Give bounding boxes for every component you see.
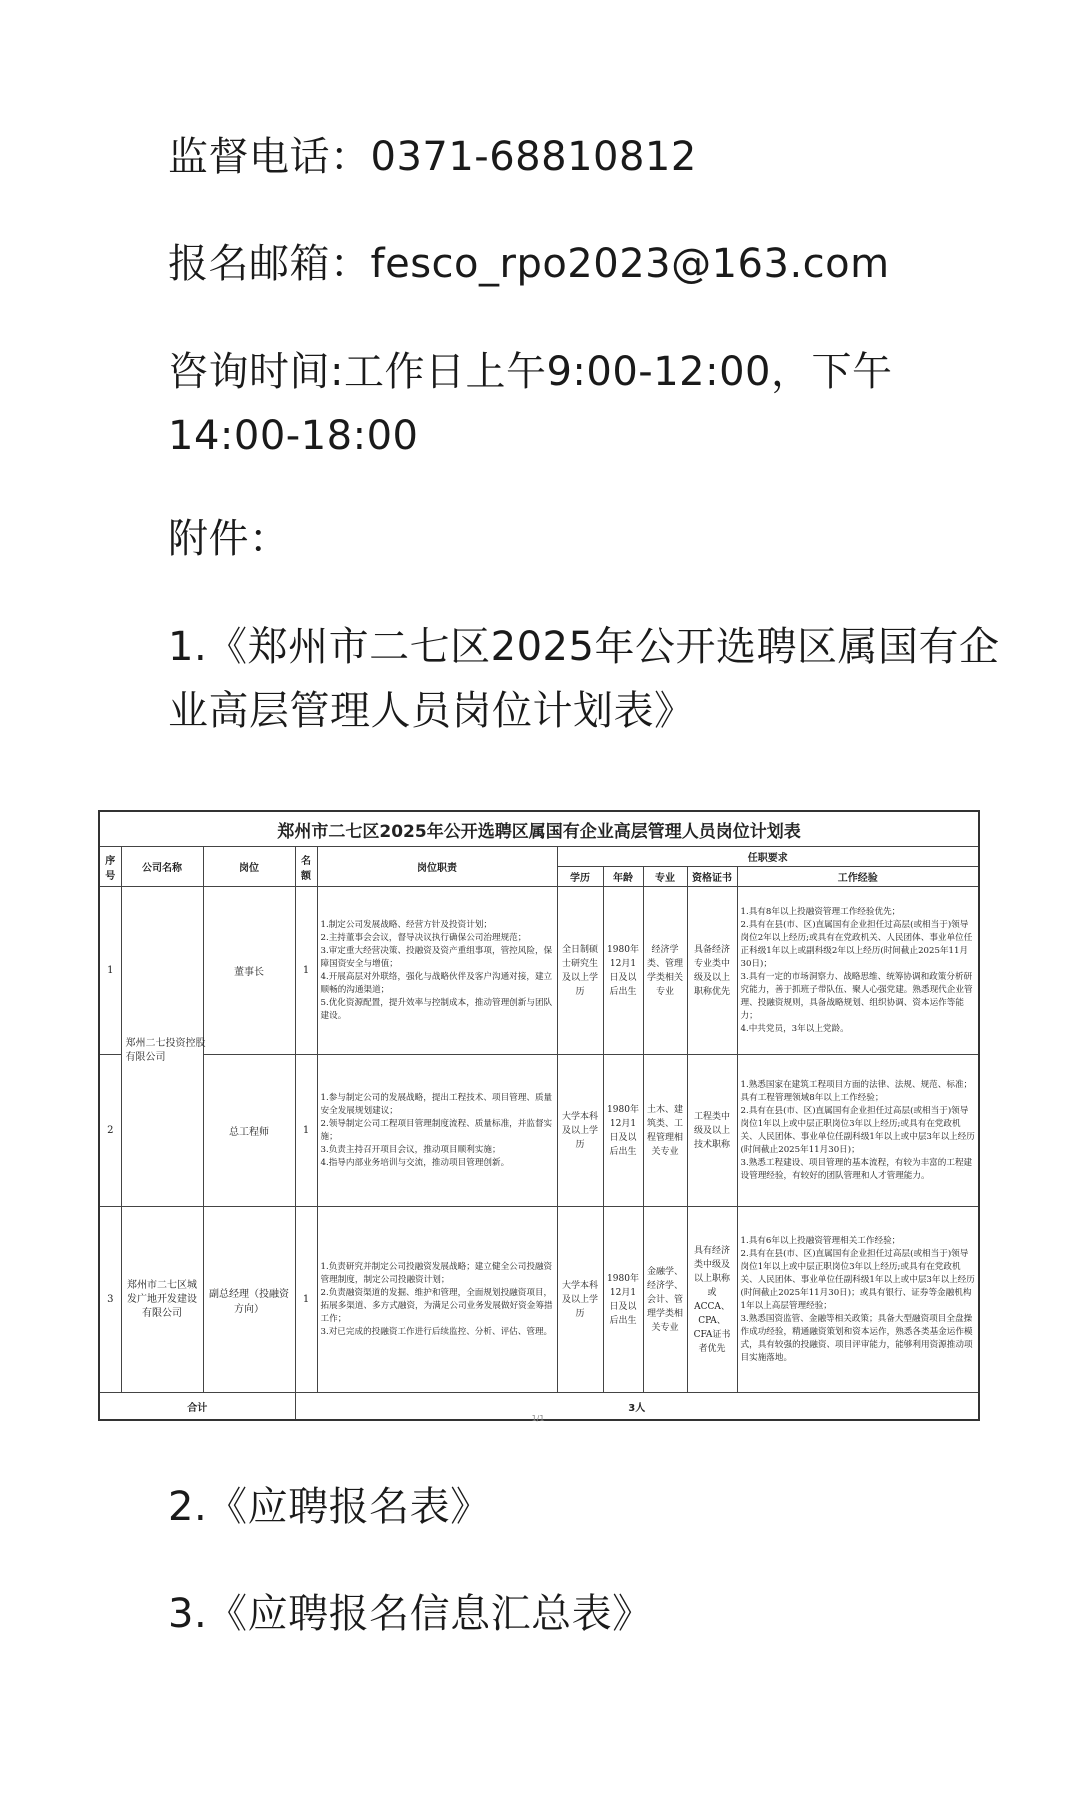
header-major: 专业 <box>643 867 687 887</box>
header-age: 年龄 <box>603 867 643 887</box>
position-count: 1 <box>295 887 317 1055</box>
total-label: 合计 <box>99 1393 295 1421</box>
header-duty: 岗位职责 <box>317 847 557 887</box>
position-name: 副总经理（投融资方向） <box>203 1207 295 1393</box>
header-no: 序号 <box>99 847 121 887</box>
major-text: 金融学、经济学、会计、管理学类相关专业 <box>643 1207 687 1393</box>
supervision-phone-line: 监督电话：0371-68810812 <box>168 134 697 180</box>
total-value: 3人 <box>295 1393 979 1421</box>
header-count: 名额 <box>295 847 317 887</box>
position-count: 1 <box>295 1055 317 1207</box>
table-row <box>99 887 979 1055</box>
education-text: 大学本科及以上学历 <box>557 1055 603 1207</box>
education-text: 全日制硕士研究生及以上学历 <box>557 887 603 1055</box>
position-plan-table <box>98 810 980 1421</box>
position-plan-table-image <box>98 810 978 1430</box>
age-text: 1980年12月1日及以后出生 <box>603 1207 643 1393</box>
company-name: 郑州二七投资控股有限公司 <box>125 1038 206 1063</box>
attachment-item-3: 3.《应聘报名信息汇总表》 <box>168 1591 653 1637</box>
header-company: 公司名称 <box>121 847 203 887</box>
age-text: 1980年12月1日及以后出生 <box>603 887 643 1055</box>
major-text: 土木、建筑类、工程管理相关专业 <box>643 1055 687 1207</box>
attachments-label: 附件： <box>168 516 290 562</box>
table-row <box>99 1207 979 1393</box>
education-text: 大学本科及以上学历 <box>557 1207 603 1393</box>
header-position: 岗位 <box>203 847 295 887</box>
table-page-number: 1/1 <box>531 1414 545 1423</box>
header-education: 学历 <box>557 867 603 887</box>
row-no: 1 <box>99 887 121 1055</box>
experience-text: 1.具有6年以上投融资管理相关工作经验； 2.具有在县(市、区)直属国有企业担任过高层(或相当于)领导岗位1年以上或中层正职岗位3年以上经历;或具有在党政机关、人民团体、事业单位任副科级1年以上或中层3年以上经历(时间截止2025年11月30日)；或具有银行、证券等金融机构1年以上高层管理经验； 3.熟悉国资监管、金融等相关政策；具备大型融资项目全盘操作成功经验，精通融资策划和资本运作，熟悉各类基金运作模式，具有较强的投融资、项目评审能力，能够利用资源推动项目实施落地。 <box>737 1207 979 1393</box>
header-cert: 资格证书 <box>687 867 737 887</box>
table-row <box>99 1055 979 1207</box>
position-name: 董事长 <box>203 887 295 1055</box>
header-requirements: 任职要求 <box>557 847 979 867</box>
duty-text: 1.制定公司发展战略、经营方针及投资计划； 2.主持董事会会议，督导决议执行确保公司治理规范； 3.审定重大经营决策、投融资及资产重组事项，管控风险，保障国资安全与增值； 4.开展高层对外联络，强化与战略伙伴及客户沟通对接，建立顺畅的沟通渠道； 5.优化资源配置，提升效率与控制成本，推动管理创新与团队建设。 <box>317 887 557 1055</box>
consult-hours-line: 咨询时间:工作日上午9:00-12:00，下午14:00-18:00 <box>168 349 893 459</box>
attachment-item-2: 2.《应聘报名表》 <box>168 1484 491 1530</box>
row-no: 3 <box>99 1207 121 1393</box>
table-title: 郑州市二七区2025年公开选聘区属国有企业高层管理人员岗位计划表 <box>99 811 979 847</box>
row-no: 2 <box>99 1055 121 1207</box>
attachment-item-1: 1.《郑州市二七区2025年公开选聘区属国有企业高层管理人员岗位计划表》 <box>168 624 1000 734</box>
position-count: 1 <box>295 1207 317 1393</box>
cert-text: 具有经济类中级及以上职称或ACCA、CPA、CFA证书者优先 <box>687 1207 737 1393</box>
major-text: 经济学类、管理学类相关专业 <box>643 887 687 1055</box>
experience-text: 1.熟悉国家在建筑工程项目方面的法律、法规、规范、标准；具有工程管理领域8年以上工作经验； 2.具有在县(市、区)直属国有企业担任过高层(或相当于)领导岗位1年以上或中层正职岗位3年以上经历;或具有在党政机关、人民团体、事业单位任副科级1年以上或中层3年以上经历(时间截止2025年11月30日)； 3.熟悉工程建设、项目管理的基本流程，有较为丰富的工程建设管理经验，有较好的团队管理和人才管理能力。 <box>737 1055 979 1207</box>
header-experience: 工作经验 <box>737 867 979 887</box>
position-name: 总工程师 <box>203 1055 295 1207</box>
duty-text: 1.参与制定公司的发展战略，提出工程技术、项目管理、质量安全发展规划建议； 2.领导制定公司工程项目管理制度流程、质量标准，并监督实施； 3.负责主持召开项目会议，推动项目顺利实施； 4.指导内部业务培训与交流，推动项目管理创新。 <box>317 1055 557 1207</box>
company-name: 郑州市二七区城发广地开发建设有限公司 <box>121 1207 203 1393</box>
company-cell-merged <box>121 887 206 1207</box>
cert-text: 具备经济专业类中级及以上职称优先 <box>687 887 737 1055</box>
signup-email-line: 报名邮箱：fesco_rpo2023@163.com <box>168 241 890 287</box>
age-text: 1980年12月1日及以后出生 <box>603 1055 643 1207</box>
cert-text: 工程类中级及以上技术职称 <box>687 1055 737 1207</box>
duty-text: 1.负责研究并制定公司投融资发展战略；建立健全公司投融资管理制度，制定公司投融资计划； 2.负责融资渠道的发掘、维护和管理，全面规划投融资项目，拓展多渠道、多方式融资，为满足公司业务发展做好资金筹措工作； 3.对已完成的投融资工作进行后续监控、分析、评估、管理。 <box>317 1207 557 1393</box>
experience-text: 1.具有8年以上投融资管理工作经验优先； 2.具有在县(市、区)直属国有企业担任过高层(或相当于)领导岗位2年以上经历;或具有在党政机关、人民团体、事业单位任正科级1年以上或副科级2年以上经历(时间截止2025年11月30日)； 3.具有一定的市场洞察力、战略思维、统筹协调和政策分析研究能力，善于抓班子带队伍、聚人心强党建。熟悉现代企业管理、投融资规则，具备战略规划、组织协调、资本运作等能力； 4.中共党员，3年以上党龄。 <box>737 887 979 1055</box>
